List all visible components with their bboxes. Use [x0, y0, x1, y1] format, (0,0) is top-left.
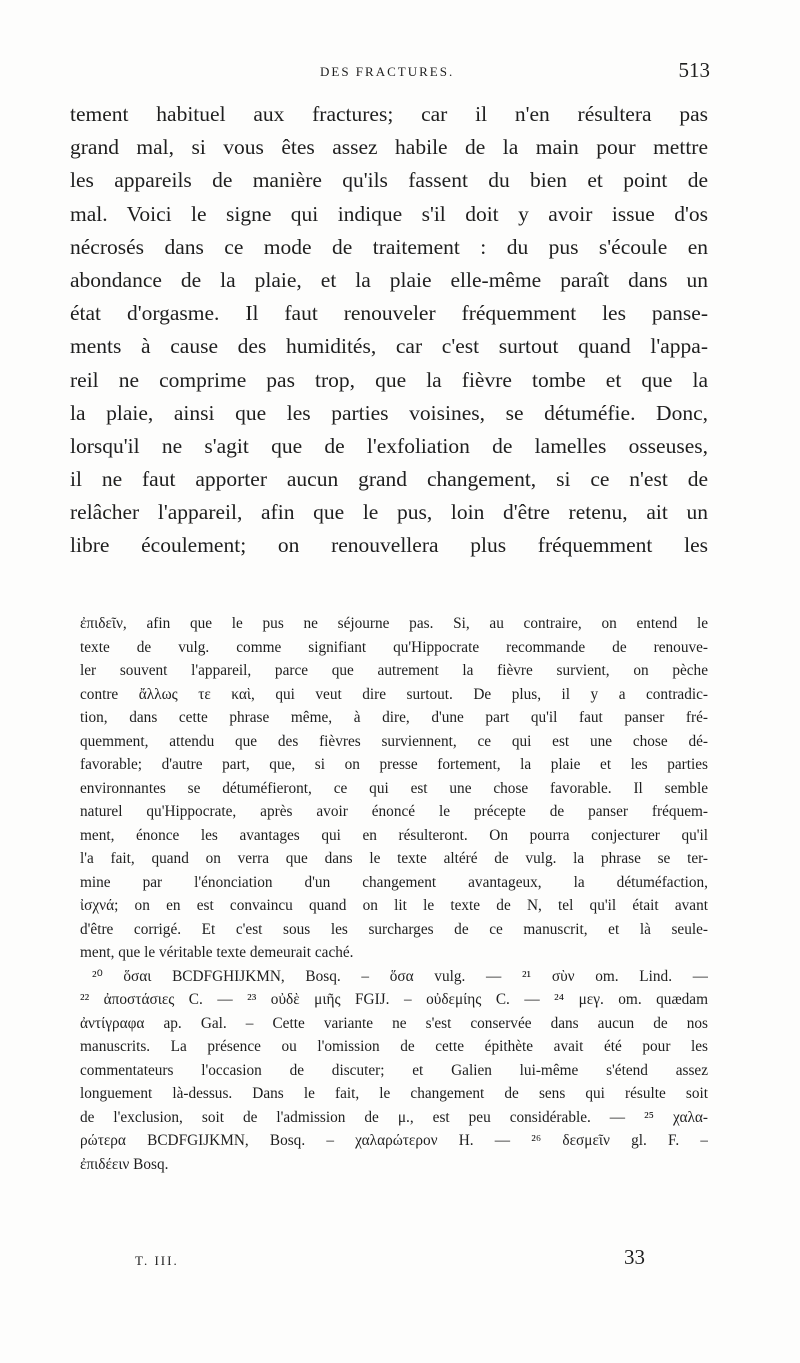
text-line: état d'orgasme. Il faut renouveler fréquemment les panse- [70, 301, 708, 326]
text-line: abondance de la plaie, et la plaie elle-même paraît dans un [70, 267, 708, 292]
text-line: nécrosés dans ce mode de traitement : du pus s'écoule en [70, 234, 708, 259]
text-line: ments à cause des humidités, car c'est surtout quand l'appa- [70, 334, 708, 359]
text-line: relâcher l'appareil, afin que le pus, loin d'être retenu, ait un [70, 500, 708, 525]
footnote-line: ἰσχνά; on en est convaincu quand on lit le texte de N, tel qu'il était avant [80, 897, 708, 914]
text-line: tement habituel aux fractures; car il n'en résultera pas [70, 102, 708, 126]
footnote-line: l'a fait, quand on verra que dans le texte altéré de vulg. la phrase se ter- [80, 850, 708, 867]
page-header [70, 60, 710, 90]
page-number: 513 [678, 58, 710, 82]
text-line: mal. Voici le signe qui indique s'il doit y avoir issue d'os [70, 201, 708, 226]
footnote-line: contre ἄλλως τε καὶ, qui veut dire surtout. De plus, il y a contradic- [80, 685, 708, 703]
footnote-line: ἀντίγραφα ap. Gal. – Cette variante ne s'est conservée dans aucun de nos [80, 1014, 708, 1032]
page-footer [135, 1245, 645, 1275]
footnote-line: texte de vulg. comme signifiant qu'Hippocrate recommande de renouve- [80, 638, 708, 656]
footnote-line: quemment, attendu que des fièvres surviennent, ce qui est une chose dé- [80, 732, 708, 750]
footnote-line: mine par l'énonciation d'un changement avantageux, la détuméfaction, [80, 873, 708, 891]
footnote-line: ρώτερα BCDFGIJKMN, Bosq. – χαλαρώτερον H. — ²⁶ δεσμεῖν gl. F. – [80, 1132, 708, 1149]
footnote-line: naturel qu'Hippocrate, après avoir énoncé le précepte de panser fréquem- [80, 803, 708, 820]
footnote-line: commentateurs l'occasion de discuter; et Galien lui-même s'étend assez [80, 1061, 708, 1079]
footnote-line: ment, énonce les avantages qui en résulteront. On pourra conjecturer qu'il [80, 826, 708, 844]
footnote-line: de l'exclusion, soit de l'admission de μ., est peu considérable. — ²⁵ χαλα- [80, 1108, 708, 1126]
text-line: les appareils de manière qu'ils fassent du bien et point de [70, 168, 708, 193]
signature-mark: T. III. [135, 1253, 179, 1268]
footnote-line: d'être corrigé. Et c'est sous les surcharges de ce manuscrit, et là seule- [80, 920, 708, 938]
footnote-line: manuscrits. La présence ou l'omission de cette épithète avait été pour les [80, 1038, 708, 1055]
footnote-line: ²² ἀποστάσιες C. — ²³ οὐδὲ μιῆς FGIJ. – οὐδεμίης C. — ²⁴ μεγ. om. quædam [80, 991, 708, 1008]
text-line: il ne faut apporter aucun grand changement, si ce n'est de [70, 467, 708, 492]
footnote-line: longuement là-dessus. Dans le fait, le changement de sens qui résulte soit [80, 1085, 708, 1102]
text-line: lorsqu'il ne s'agit que de l'exfoliation de lamelles osseuses, [70, 433, 708, 458]
footnote-line: ἐπιδέειν Bosq. [80, 1155, 169, 1173]
footnote-line: ἐπιδεῖν, afin que le pus ne séjourne pas. Si, au contraire, on entend le [80, 615, 708, 632]
footnote-line: tion, dans cette phrase même, à dire, d'une part qu'il faut panser fré- [80, 709, 708, 726]
sheet-number: 33 [624, 1245, 645, 1269]
text-line: grand mal, si vous êtes assez habile de la main pour mettre [70, 135, 708, 160]
running-head: DES FRACTURES. [320, 64, 455, 79]
footnotes [80, 612, 708, 1176]
footnote-line: ment, que le véritable texte demeurait caché. [80, 944, 354, 961]
text-line: la plaie, ainsi que les parties voisines, se détuméfie. Donc, [70, 400, 708, 425]
footnote-line: environnantes se détuméfieront, ce qui est une chose favorable. Il semble [80, 779, 708, 797]
main-text [70, 98, 708, 563]
text-line: reil ne comprime pas trop, que la fièvre tombe et que la [70, 367, 708, 392]
footnote-line: favorable; d'autre part, que, si on presse fortement, la plaie et les parties [80, 756, 708, 773]
text-line: libre écoulement; on renouvellera plus fréquemment les [70, 533, 708, 558]
footnote-line: ler souvent l'appareil, parce que autrement la fièvre survient, on pèche [80, 662, 708, 679]
footnote-line: ²⁰ ὅσαι BCDFGHIJKMN, Bosq. – ὅσα vulg. — ²¹ σὺν om. Lind. — [92, 967, 708, 985]
